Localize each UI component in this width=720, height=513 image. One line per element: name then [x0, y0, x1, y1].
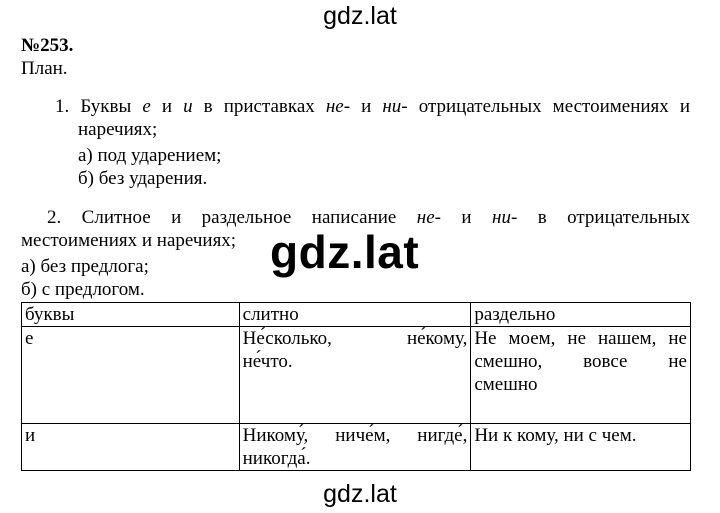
table-header-cell: буквы [22, 303, 240, 327]
table-header-cell: раздельно [471, 303, 691, 327]
watermark-center: gdz.lat [270, 226, 420, 278]
table-cell-joined: Не́сколько, не́кому, не́что. [239, 327, 471, 424]
table-cell-separate: Ни к кому, ни с чем. [471, 424, 691, 471]
table-cell-letter: и [22, 424, 240, 471]
plan-item-1-continuation: наречиях; [78, 119, 158, 140]
table-row [22, 327, 691, 424]
table-header-cell: слитно [239, 303, 471, 327]
table-row [22, 424, 691, 471]
spelling-table [21, 302, 691, 471]
table-cell-joined: Никому́, ниче́м, нигде́, никогда́. [239, 424, 471, 471]
task-number: №253. [21, 35, 74, 56]
table-header-row [22, 303, 691, 327]
plan-item-1-sub-a: а) под ударением; [78, 145, 222, 166]
table-cell-letter: е [22, 327, 240, 424]
plan-item-2-continuation: местоимениях и наречиях; [21, 230, 237, 251]
plan-item-2-sub-b: б) с предлогом. [21, 279, 145, 300]
watermark-bottom: gdz.lat [323, 480, 397, 508]
plan-item-1: 1. Буквы е и и в приставках не- и ни- отрицательных местоимениях и наречиях; [55, 96, 691, 140]
plan-label: План. [21, 58, 68, 79]
plan-item-1-sub-b: б) без ударения. [78, 168, 208, 189]
table-cell-separate: Не моем, не нашем, не смешно, вовсе не смешно [471, 327, 691, 424]
plan-item-2: 2. Слитное и раздельное написание не- и ни- в отрицательных [47, 207, 690, 228]
plan-item-2-sub-a: а) без предлога; [21, 256, 149, 277]
watermark-top: gdz.lat [323, 2, 397, 30]
